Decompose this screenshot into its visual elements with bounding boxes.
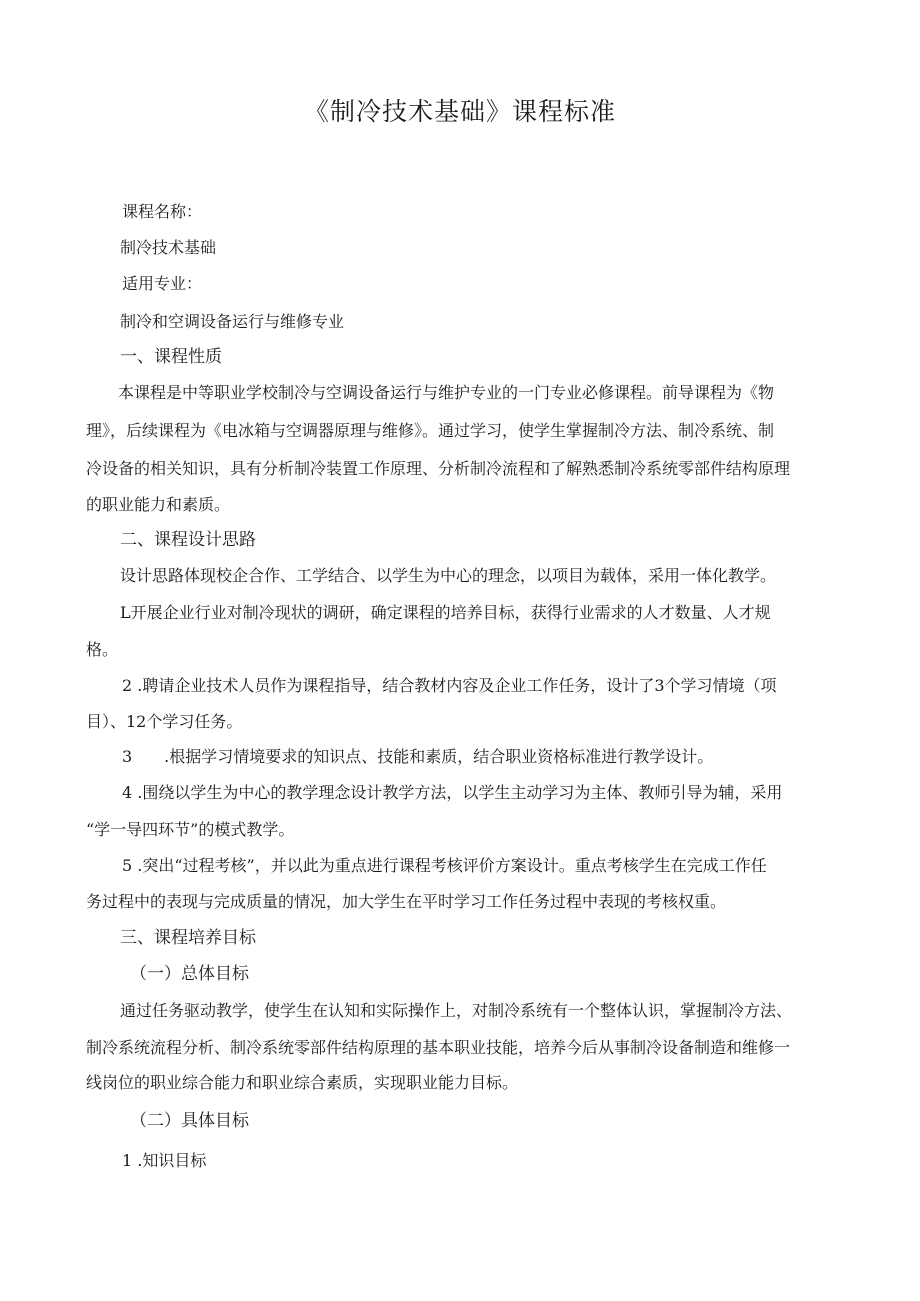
field-label-course-name: 课程名称： — [122, 202, 203, 221]
list-item-line: 5 .突出“过程考核”，并以此为重点进行课程考核评价方案设计。重点考核学生在完成工作任 — [122, 856, 767, 875]
field-label-major: 适用专业： — [122, 274, 203, 293]
paragraph-line: 线岗位的职业综合能力和职业综合素质，实现职业能力目标。 — [86, 1073, 519, 1092]
list-item-line: 2 .聘请企业技术人员作为课程指导，结合教材内容及企业工作任务，设计了3个学习情境（项 — [122, 676, 777, 695]
section-heading-3: 三、课程培养目标 — [120, 928, 256, 948]
paragraph-line: 制冷系统流程分析、制冷系统零部件结构原理的基本职业技能，培养今后从事制冷设备制造和维修一 — [86, 1038, 791, 1057]
paragraph-line: 本课程是中等职业学校制冷与空调设备运行与维护专业的一门专业必修课程。前导课程为《物 — [118, 383, 775, 402]
list-item-line: 1 .知识目标 — [122, 1151, 207, 1170]
field-value-major: 制冷和空调设备运行与维修专业 — [120, 312, 345, 331]
subsection-heading-specific: （二）具体目标 — [130, 1111, 249, 1131]
field-value-course-name: 制冷技术基础 — [120, 238, 217, 257]
section-heading-1: 一、课程性质 — [120, 347, 222, 367]
list-item-line: 3 .根据学习情境要求的知识点、技能和素质，结合职业资格标准进行教学设计。 — [122, 747, 714, 766]
paragraph-line: 理》，后续课程为《电冰箱与空调器原理与维修》。通过学习，使学生掌握制冷方法、制冷系统、制 — [86, 421, 775, 440]
list-item-line: L开展企业行业对制冷现状的调研，确定课程的培养目标，获得行业需求的人才数量、人才规 — [120, 603, 771, 622]
section-heading-2: 二、课程设计思路 — [120, 530, 256, 550]
list-item-line: “学一导四环节”的模式教学。 — [86, 820, 295, 839]
paragraph-line: 通过任务驱动教学，使学生在认知和实际操作上，对制冷系统有一个整体认识，掌握制冷方法、 — [120, 1001, 793, 1020]
list-item-line: 目）、12个学习任务。 — [86, 712, 243, 731]
list-item-line: 格。 — [86, 640, 119, 659]
list-item-line: 4 .围绕以学生为中心的教学理念设计教学方法，以学生主动学习为主体、教师引导为辅，采用 — [122, 783, 783, 802]
paragraph-line: 设计思路体现校企合作、工学结合、以学生为中心的理念，以项目为载体，采用一体化教学。 — [120, 566, 777, 585]
paragraph-line: 冷设备的相关知识，具有分析制冷装置工作原理、分析制冷流程和了解熟悉制冷系统零部件结构原理 — [86, 459, 791, 478]
subsection-heading-overall: （一）总体目标 — [130, 964, 249, 984]
document-title: 《制冷技术基础》课程标准 — [303, 97, 616, 126]
paragraph-line: 的职业能力和素质。 — [86, 495, 231, 514]
list-item-line: 务过程中的表现与完成质量的情况，加大学生在平时学习工作任务过程中表现的考核权重。 — [86, 892, 727, 911]
